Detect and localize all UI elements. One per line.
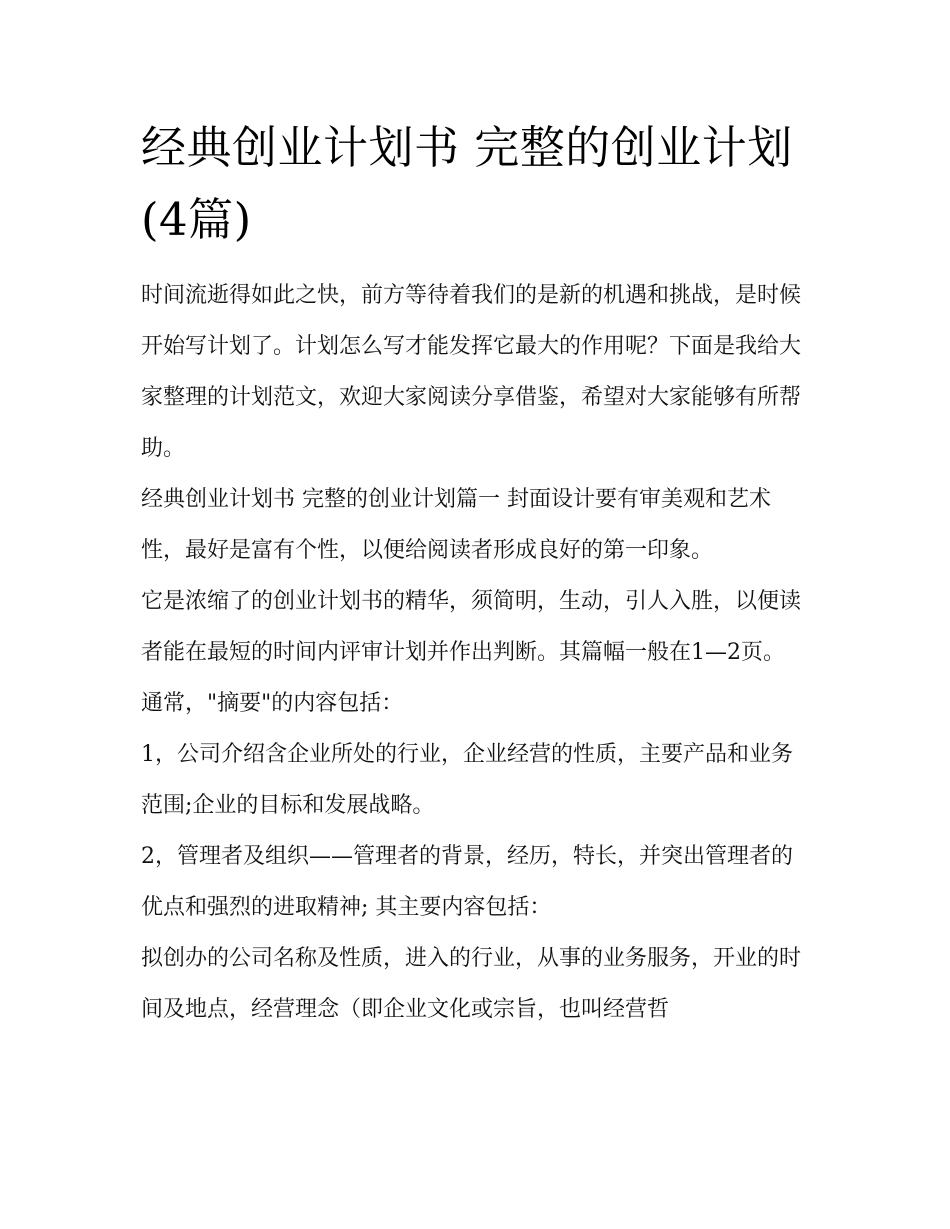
paragraph-section-one-cover: 经典创业计划书 完整的创业计划篇一 封面设计要有审美观和艺术性，最好是富有个性，以便给阅读者形成良好的第一印象。 [141, 487, 771, 563]
document-content [141, 112, 811, 1035]
document-body [141, 270, 811, 1035]
document-title: 经典创业计划书 完整的创业计划(4篇) [141, 121, 793, 246]
paragraph-item-2: 2，管理者及组织——管理者的背景，经历，特长，并突出管理者的优点和强烈的进取精神; 其主要内容包括： [141, 844, 793, 920]
paragraph-summary: 它是浓缩了的创业计划书的精华，须简明，生动，引人入胜，以便读者能在最短的时间内评审计划并作出判断。其篇幅一般在1—2页。 通常，"摘要"的内容包括： [141, 589, 802, 716]
paragraph-intro: 时间流逝得如此之快，前方等待着我们的是新的机遇和挑战，是时候开始写计划了。计划怎么写才能发挥它最大的作用呢？下面是我给大家整理的计划范文，欢迎大家阅读分享借鉴，希望对大家能够有所帮助。 [141, 283, 802, 461]
paragraph-item-1: 1，公司介绍含企业所处的行业，企业经营的性质，主要产品和业务范围;企业的目标和发展战略。 [141, 742, 793, 818]
paragraph-company-details: 拟创办的公司名称及性质，进入的行业，从事的业务服务，开业的时间及地点，经营理念（即企业文化或宗旨，也叫经营哲 [141, 946, 802, 1022]
